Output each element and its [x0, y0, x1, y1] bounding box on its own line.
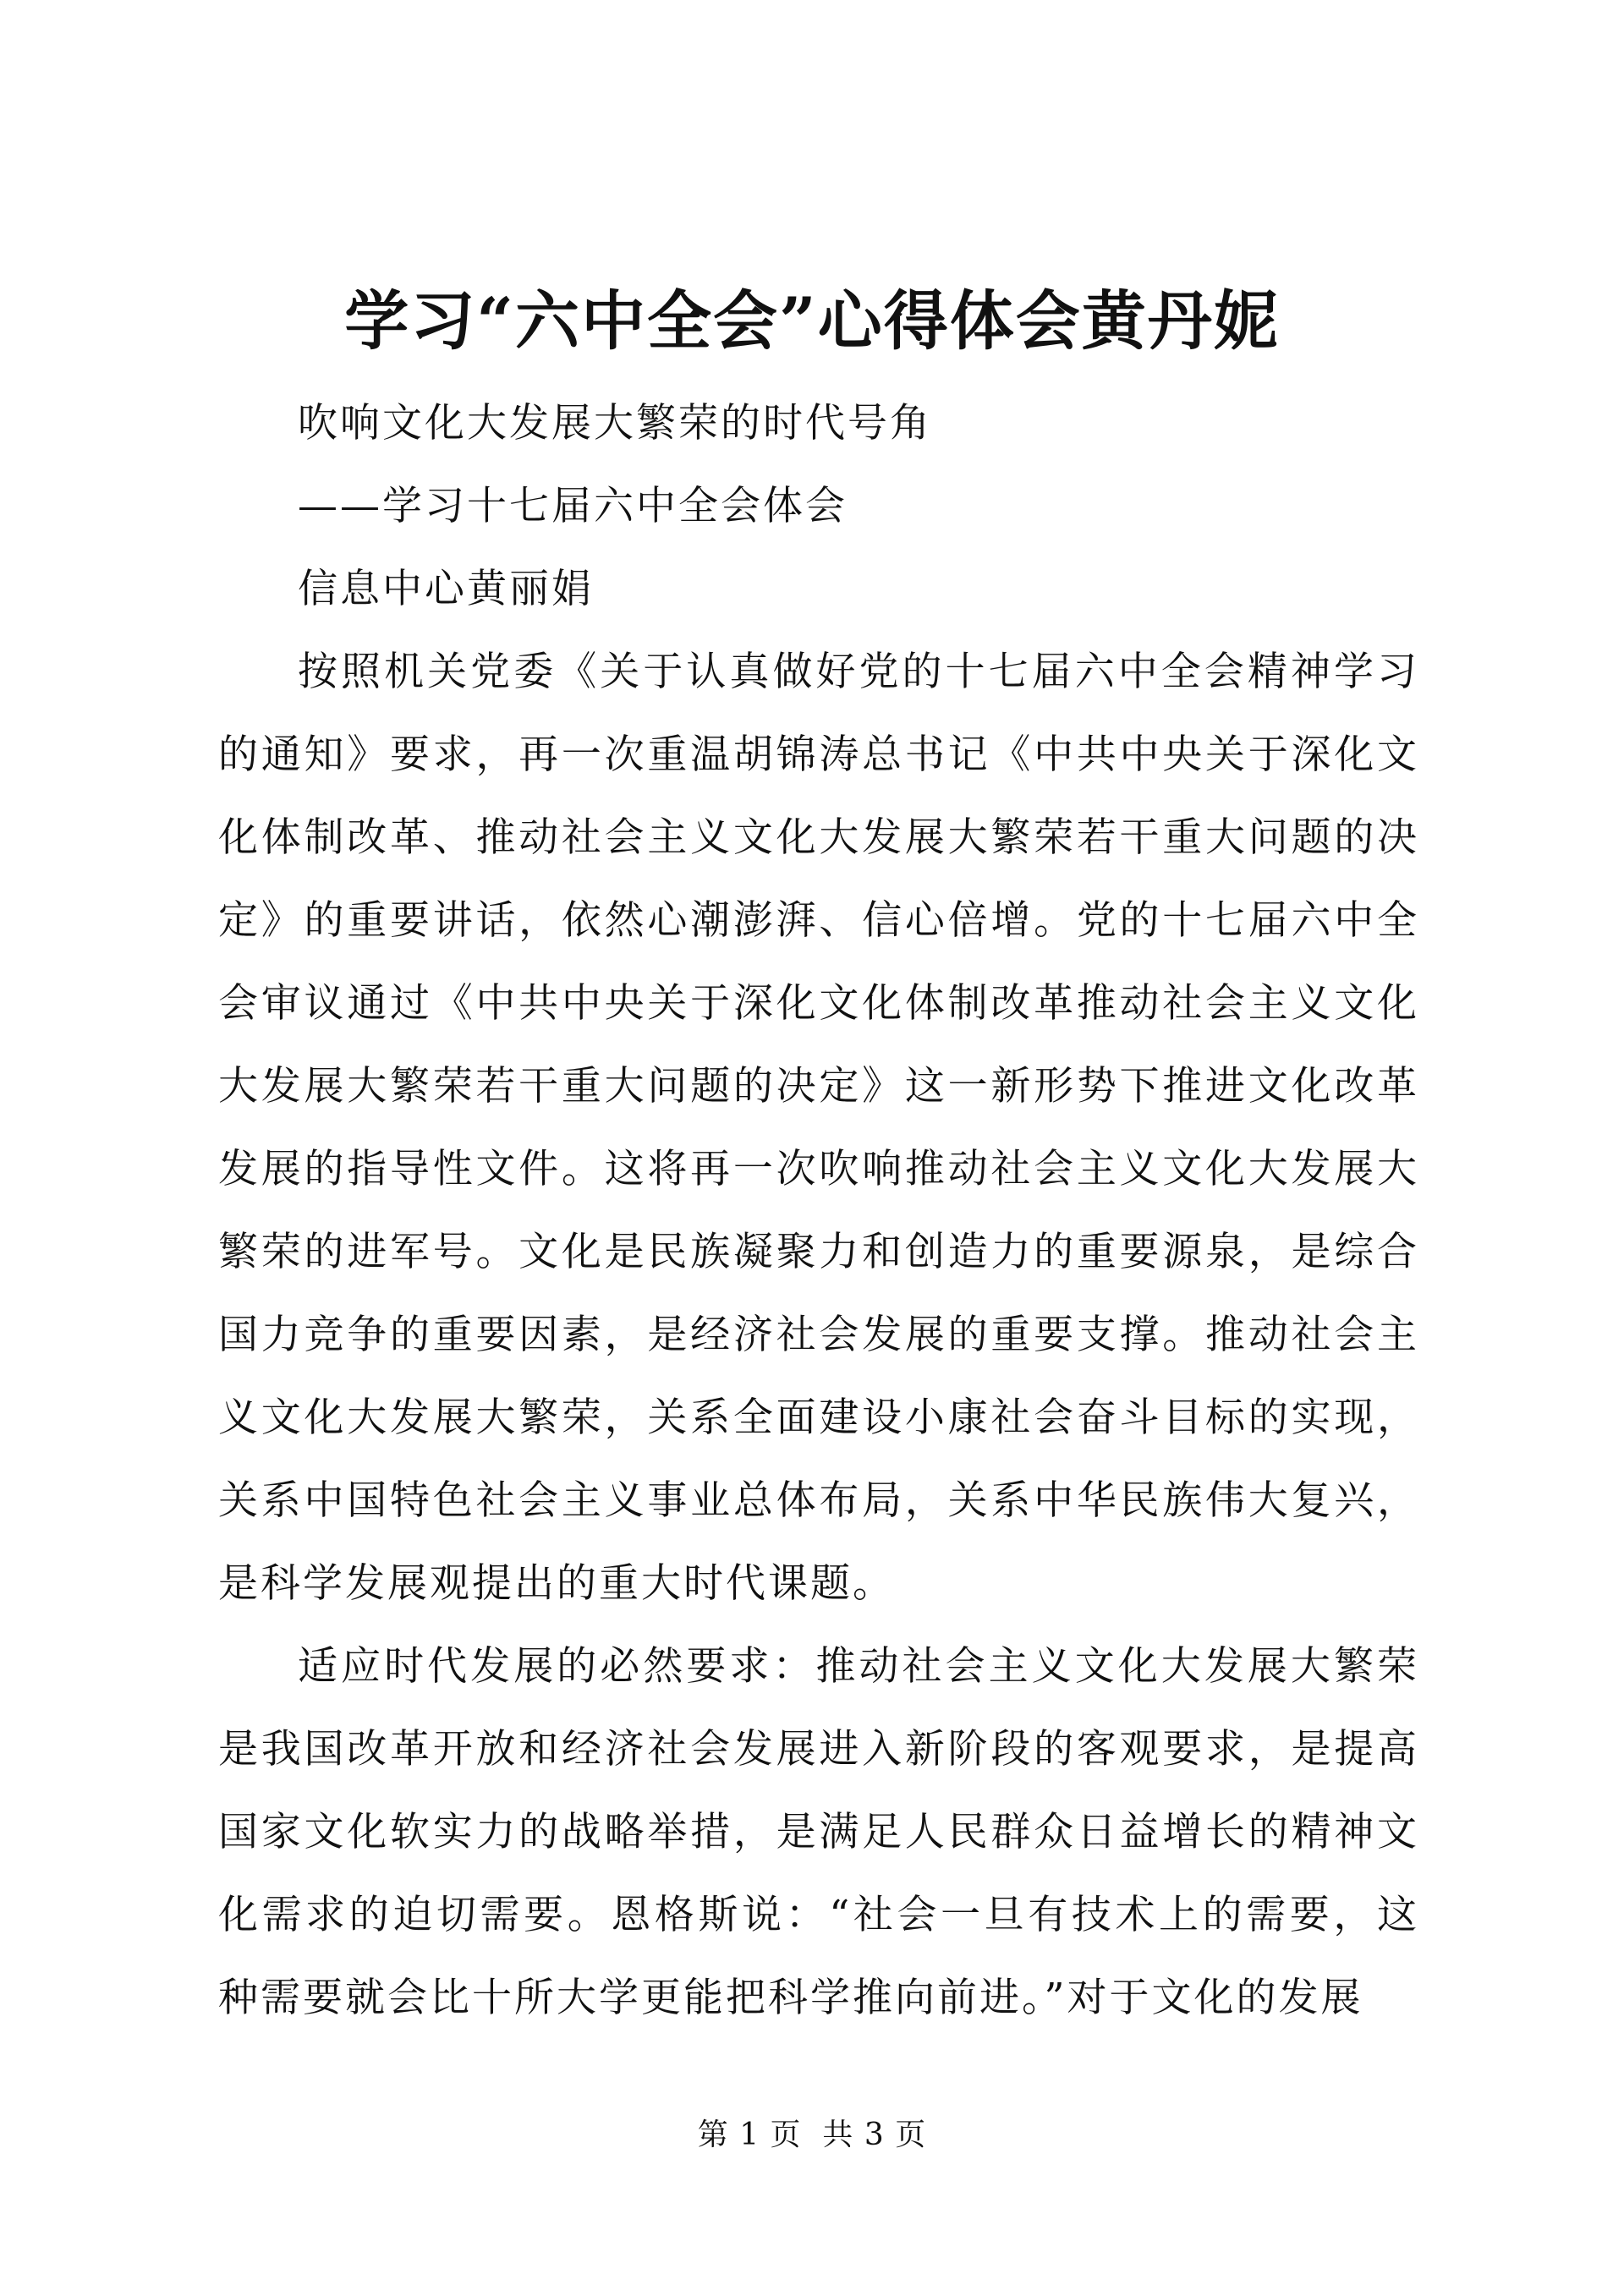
- body-paragraph: 按照机关党委《关于认真做好党的十七届六中全会精神学习的通知》要求，再一次重温胡锦涛总书记《中共中央关于深化文化体制改革、推动社会主义文化大发展大繁荣若干重大问题的决定》的重要讲话，依然心潮澎湃、信心倍增。党的十七届六中全会审议通过《中共中央关于深化文化体制改革推动社会主义文化大发展大繁荣若干重大问题的决定》这一新形势下推进文化改革发展的指导性文件。这将再一次吹响推动社会主义文化大发展大繁荣的进军号。文化是民族凝聚力和创造力的重要源泉，是综合国力竞争的重要因素，是经济社会发展的重要支撑。推动社会主义文化大发展大繁荣，关系全面建设小康社会奋斗目标的实现，关系中国特色社会主义事业总体布局，关系中华民族伟大复兴，是科学发展观提出的重大时代课题。: [218, 649, 1419, 1607]
- document-body: [218, 382, 1419, 2040]
- page-number-label: 第 1 页 共 3 页: [697, 2118, 927, 2152]
- author-line: 信息中心黄丽娟: [298, 566, 594, 612]
- subtitle-dash-line: ——学习十七届六中全会体会: [298, 483, 848, 529]
- page-footer: [0, 2114, 1624, 2156]
- body-paragraph: 适应时代发展的必然要求：推动社会主义文化大发展大繁荣是我国改革开放和经济社会发展进入新阶段的客观要求，是提高国家文化软实力的战略举措，是满足人民群众日益增长的精神文化需求的迫切需要。恩格斯说：“社会一旦有技术上的需要，这种需要就会比十所大学更能把科学推向前进。”对于文化的发展: [218, 1643, 1419, 2021]
- document-title: 学习“六中全会”心得体会黄丹妮: [344, 283, 1280, 359]
- subtitle-line: 吹响文化大发展大繁荣的时代号角: [298, 400, 932, 447]
